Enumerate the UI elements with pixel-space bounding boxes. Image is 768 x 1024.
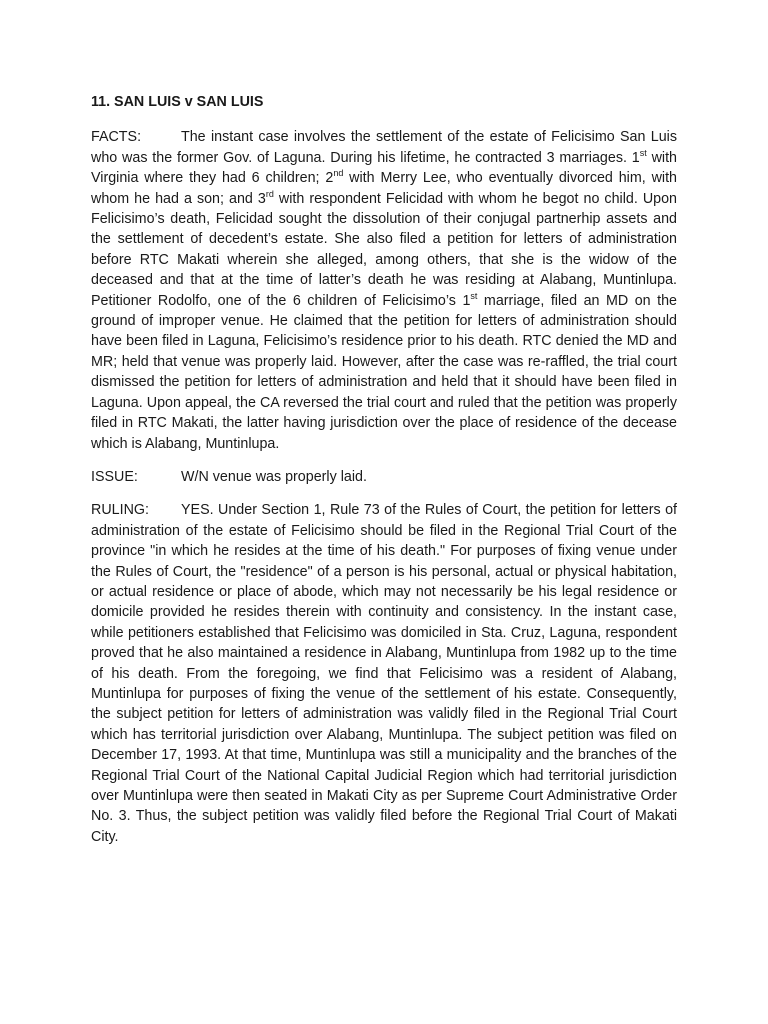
- ruling-paragraph: [91, 500, 677, 847]
- facts-sup-1: st: [639, 148, 647, 159]
- facts-text-3: with Merry Lee, who eventually divorced him, with whom he had a son; and: [91, 170, 678, 207]
- facts-ordinal-2: 2: [325, 170, 334, 187]
- facts-sup-4: st: [470, 290, 478, 301]
- facts-text-4: with respondent Felicidad with whom he begot no child. Upon Felicisimo’s death, Felicidad sought the dissolution of their conjugal partnerhip assets and the settlement of decedent’s estate. She also filed a petition for letters of administration before RTC Makati wherein she alleged, among others, that she is the widow of the deceased and that at the time of latter’s death he was residing at Alabang, Muntinlupa. Petitioner Rodolfo, one of the 6 children of Felicisimo’s: [91, 190, 677, 309]
- facts-ordinal-3: 3: [257, 190, 266, 207]
- facts-paragraph: [91, 127, 677, 454]
- issue-label: ISSUE:: [91, 468, 138, 485]
- facts-label: FACTS:: [91, 129, 142, 146]
- facts-sup-2: nd: [333, 168, 344, 179]
- facts-sup-3: rd: [265, 188, 274, 199]
- facts-text-2: with Virginia where they had 6 children;: [91, 149, 678, 187]
- facts-ordinal-4: 1: [462, 292, 471, 309]
- facts-text-5: marriage, filed an MD on the ground of improper venue. He claimed that the petition for letters of administration should have been filed in Laguna, Felicisimo’s residence prior to his death. RTC denied the MD and MR; held that venue was properly laid. However, after the case was re-raffled, the trial court dismissed the petition for letters of administration and held that it should have been filed in Laguna. Upon appeal, the CA reversed the trial court and ruled that the petition was properly filed in RTC Makati, the latter having jurisdiction over the place of residence of the decease which is Alabang, Muntinlupa.: [91, 292, 678, 452]
- issue-text: W/N venue was properly laid.: [181, 468, 367, 485]
- facts-text-1: The instant case involves the settlement of the estate of Felicisimo San Luis who was the former Gov. of Laguna. During his lifetime, he contracted 3 marriages.: [91, 129, 677, 166]
- facts-ordinal-1: 1: [631, 149, 640, 166]
- ruling-label: RULING:: [91, 502, 149, 519]
- issue-paragraph: [91, 467, 677, 487]
- ruling-text: YES. Under Section 1, Rule 73 of the Rules of Court, the petition for letters of administration of the estate of Felicisimo should be filed in the Regional Trial Court of the province "in which he resides at the time of his death." For purposes of fixing venue under the Rules of Court, the "residence" of a person is his personal, actual or physical habitation, or actual residence or place of abode, which may not necessarily be his legal residence or domicile provided he resides therein with continuity and consistency. In the instant case, while petitioners established that Felicisimo was domiciled in Sta. Cruz, Laguna, respondent proved that he also maintained a residence in Alabang, Muntinlupa from 1982 up to the time of his death. From the foregoing, we find that Felicisimo was a resident of Alabang, Muntinlupa for purposes of fixing the venue of the settlement of his estate. Consequently, the subject petition for letters of administration was validly filed in the Regional Trial Court which has territorial jurisdiction over Alabang, Muntinlupa. The subject petition was filed on December 17, 1993. At that time, Muntinlupa was still a municipality and the branches of the Regional Trial Court of the National Capital Judicial Region which had territorial jurisdiction over Muntinlupa were then seated in Makati City as per Supreme Court Administrative Order No. 3. Thus, the subject petition was validly filed before the Regional Trial Court of Makati City.: [91, 502, 677, 845]
- document-page: [91, 92, 677, 860]
- case-title: 11. SAN LUIS v SAN LUIS: [91, 94, 264, 110]
